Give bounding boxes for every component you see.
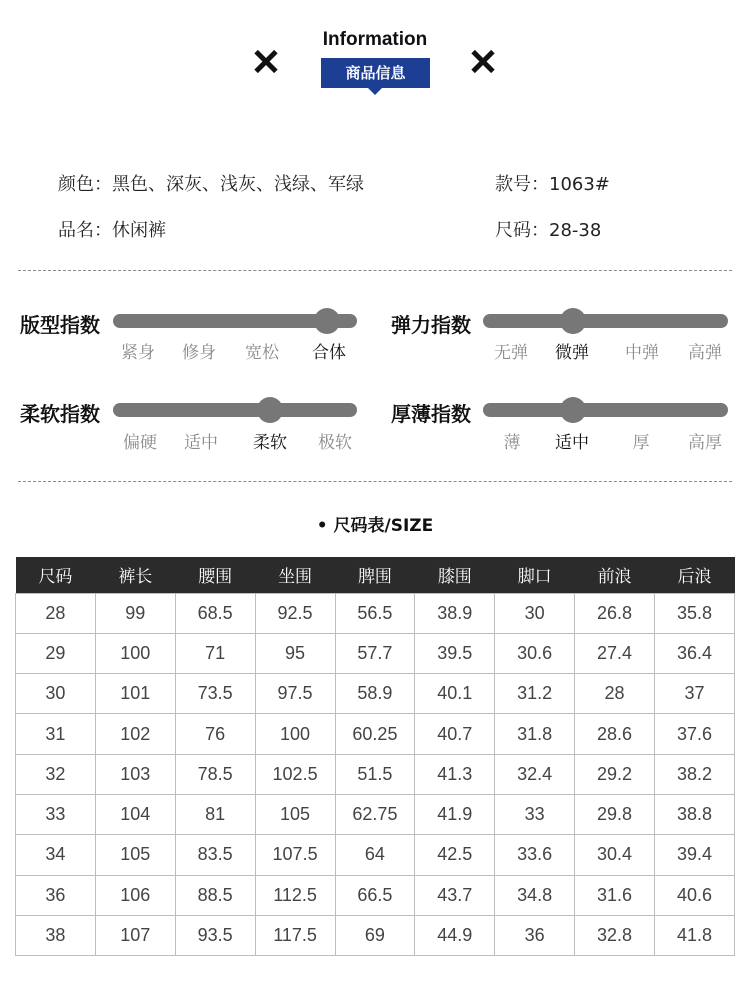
table-cell: 28 — [16, 593, 96, 633]
table-cell: 36 — [16, 875, 96, 915]
info-size-range: 尺码：28-38 — [495, 220, 602, 241]
table-cell: 71 — [175, 633, 255, 673]
table-cell: 37 — [655, 674, 735, 714]
table-cell: 44.9 — [415, 915, 495, 955]
table-row — [16, 794, 735, 834]
table-cell: 83.5 — [175, 835, 255, 875]
size-table — [15, 557, 735, 956]
scale-option: 厚 — [632, 433, 650, 453]
table-cell: 29.2 — [575, 754, 655, 794]
table-cell: 68.5 — [175, 593, 255, 633]
table-cell: 41.3 — [415, 754, 495, 794]
table-cell: 27.4 — [575, 633, 655, 673]
info-name: 品名：休闲裤 — [58, 220, 166, 241]
table-cell: 104 — [95, 794, 175, 834]
divider-bottom — [18, 481, 732, 482]
table-cell: 31.2 — [495, 674, 575, 714]
table-cell: 38.8 — [655, 794, 735, 834]
table-cell: 69 — [335, 915, 415, 955]
table-row — [16, 875, 735, 915]
badge-pointer-icon — [368, 88, 382, 95]
table-cell: 99 — [95, 593, 175, 633]
col-header: 裤长 — [95, 557, 175, 593]
header-title: Information — [322, 29, 428, 50]
table-cell: 32 — [16, 754, 96, 794]
table-cell: 102.5 — [255, 754, 335, 794]
scale-option: 无弹 — [494, 343, 528, 363]
table-cell: 30 — [495, 593, 575, 633]
table-cell: 37.6 — [655, 714, 735, 754]
table-cell: 107 — [95, 915, 175, 955]
table-cell: 33 — [16, 794, 96, 834]
table-row — [16, 633, 735, 673]
table-cell: 60.25 — [335, 714, 415, 754]
table-row — [16, 835, 735, 875]
col-header: 坐围 — [255, 557, 335, 593]
table-cell: 29 — [16, 633, 96, 673]
table-cell: 58.9 — [335, 674, 415, 714]
scale-track — [483, 403, 728, 417]
table-cell: 29.8 — [575, 794, 655, 834]
table-cell: 92.5 — [255, 593, 335, 633]
table-cell: 51.5 — [335, 754, 415, 794]
table-cell: 28.6 — [575, 714, 655, 754]
table-cell: 62.75 — [335, 794, 415, 834]
col-header: 前浪 — [575, 557, 655, 593]
table-cell: 105 — [95, 835, 175, 875]
table-cell: 93.5 — [175, 915, 255, 955]
table-cell: 41.8 — [655, 915, 735, 955]
table-cell: 30.6 — [495, 633, 575, 673]
col-header: 脚口 — [495, 557, 575, 593]
scale-option: 合体 — [312, 343, 346, 363]
table-cell: 31.8 — [495, 714, 575, 754]
table-cell: 40.7 — [415, 714, 495, 754]
scale-label: 厚薄指数 — [391, 402, 471, 426]
table-cell: 40.6 — [655, 875, 735, 915]
scale-label: 弹力指数 — [391, 313, 471, 337]
table-cell: 34.8 — [495, 875, 575, 915]
col-header: 腰围 — [175, 557, 255, 593]
col-header: 尺码 — [16, 557, 96, 593]
table-cell: 117.5 — [255, 915, 335, 955]
table-cell: 100 — [95, 633, 175, 673]
table-cell: 41.9 — [415, 794, 495, 834]
divider-top — [18, 270, 732, 271]
info-color: 颜色：黑色、深灰、浅灰、浅绿、军绿 — [58, 174, 364, 195]
right-cross-icon — [469, 48, 497, 76]
table-cell: 28 — [575, 674, 655, 714]
table-cell: 102 — [95, 714, 175, 754]
table-cell: 30 — [16, 674, 96, 714]
size-table-title: • 尺码表/SIZE — [316, 516, 434, 536]
table-cell: 56.5 — [335, 593, 415, 633]
table-cell: 32.8 — [575, 915, 655, 955]
scale-option: 高厚 — [688, 433, 722, 453]
scale-knob — [314, 308, 340, 334]
table-cell: 100 — [255, 714, 335, 754]
table-cell: 73.5 — [175, 674, 255, 714]
table-cell: 39.4 — [655, 835, 735, 875]
table-cell: 32.4 — [495, 754, 575, 794]
table-row — [16, 754, 735, 794]
table-cell: 81 — [175, 794, 255, 834]
table-cell: 35.8 — [655, 593, 735, 633]
table-cell: 107.5 — [255, 835, 335, 875]
table-cell: 112.5 — [255, 875, 335, 915]
table-cell: 43.7 — [415, 875, 495, 915]
size-table-header-row — [16, 557, 735, 593]
table-cell: 103 — [95, 754, 175, 794]
scale-option: 宽松 — [245, 343, 279, 363]
header-badge: 商品信息 — [321, 58, 430, 88]
size-table-body — [16, 593, 735, 956]
info-style-no: 款号：1063# — [495, 174, 610, 195]
table-cell: 106 — [95, 875, 175, 915]
table-cell: 42.5 — [415, 835, 495, 875]
col-header: 后浪 — [655, 557, 735, 593]
scale-knob — [560, 308, 586, 334]
table-row — [16, 593, 735, 633]
scale-track — [483, 314, 728, 328]
table-cell: 66.5 — [335, 875, 415, 915]
table-cell: 88.5 — [175, 875, 255, 915]
table-cell: 38 — [16, 915, 96, 955]
scale-option: 柔软 — [253, 433, 287, 453]
table-cell: 33 — [495, 794, 575, 834]
col-header: 膝围 — [415, 557, 495, 593]
scale-option: 高弹 — [688, 343, 722, 363]
table-row — [16, 714, 735, 754]
table-cell: 26.8 — [575, 593, 655, 633]
col-header: 脾围 — [335, 557, 415, 593]
left-cross-icon — [252, 48, 280, 76]
table-cell: 57.7 — [335, 633, 415, 673]
scale-option: 微弹 — [555, 343, 589, 363]
scale-track — [113, 403, 357, 417]
scale-option: 薄 — [503, 433, 521, 453]
scale-option: 修身 — [182, 343, 216, 363]
table-cell: 40.1 — [415, 674, 495, 714]
scale-label: 柔软指数 — [20, 402, 100, 426]
scale-option: 极软 — [318, 433, 352, 453]
table-row — [16, 674, 735, 714]
table-cell: 31 — [16, 714, 96, 754]
table-cell: 105 — [255, 794, 335, 834]
scale-option: 适中 — [184, 433, 218, 453]
table-row — [16, 915, 735, 955]
table-cell: 38.2 — [655, 754, 735, 794]
table-cell: 36.4 — [655, 633, 735, 673]
table-cell: 33.6 — [495, 835, 575, 875]
table-cell: 76 — [175, 714, 255, 754]
scale-knob — [257, 397, 283, 423]
scale-option: 紧身 — [121, 343, 155, 363]
table-cell: 38.9 — [415, 593, 495, 633]
scale-label: 版型指数 — [20, 313, 100, 337]
table-cell: 34 — [16, 835, 96, 875]
table-cell: 30.4 — [575, 835, 655, 875]
table-cell: 101 — [95, 674, 175, 714]
table-cell: 95 — [255, 633, 335, 673]
scale-option: 适中 — [555, 433, 589, 453]
table-cell: 64 — [335, 835, 415, 875]
table-cell: 97.5 — [255, 674, 335, 714]
table-cell: 36 — [495, 915, 575, 955]
scale-option: 中弹 — [625, 343, 659, 363]
scale-knob — [560, 397, 586, 423]
scale-option: 偏硬 — [123, 433, 157, 453]
table-cell: 39.5 — [415, 633, 495, 673]
table-cell: 78.5 — [175, 754, 255, 794]
table-cell: 31.6 — [575, 875, 655, 915]
